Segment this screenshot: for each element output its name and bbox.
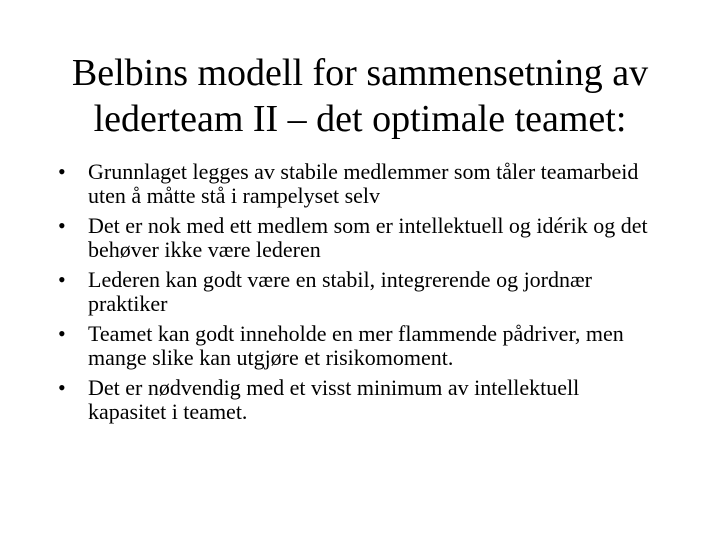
- bullet-icon: •: [58, 375, 66, 400]
- bullet-text: Teamet kan godt inneholde en mer flammende pådriver, men mange slike kan utgjøre et risikomoment.: [88, 321, 624, 370]
- bullet-item: [58, 322, 658, 370]
- bullet-text: Det er nok med ett medlem som er intellektuell og idérik og det behøver ikke være lederen: [88, 213, 648, 262]
- bullet-icon: •: [58, 159, 66, 184]
- bullet-icon: •: [58, 213, 66, 238]
- bullet-icon: •: [58, 321, 66, 346]
- bullet-item: [58, 214, 658, 262]
- bullet-text: Lederen kan godt være en stabil, integrerende og jordnær praktiker: [88, 267, 593, 316]
- bullet-text: Grunnlaget legges av stabile medlemmer som tåler teamarbeid uten å måtte stå i rampelyset selv: [88, 159, 639, 208]
- slide-title: Belbins modell for sammensetning av lederteam II – det optimale teamet:: [71, 52, 649, 140]
- bullet-item: [58, 160, 658, 208]
- bullet-icon: •: [58, 267, 66, 292]
- bullet-item: [58, 268, 658, 316]
- bullet-list: [58, 160, 658, 430]
- bullet-item: [58, 376, 658, 424]
- bullet-text: Det er nødvendig med et visst minimum av intellektuell kapasitet i teamet.: [88, 375, 580, 424]
